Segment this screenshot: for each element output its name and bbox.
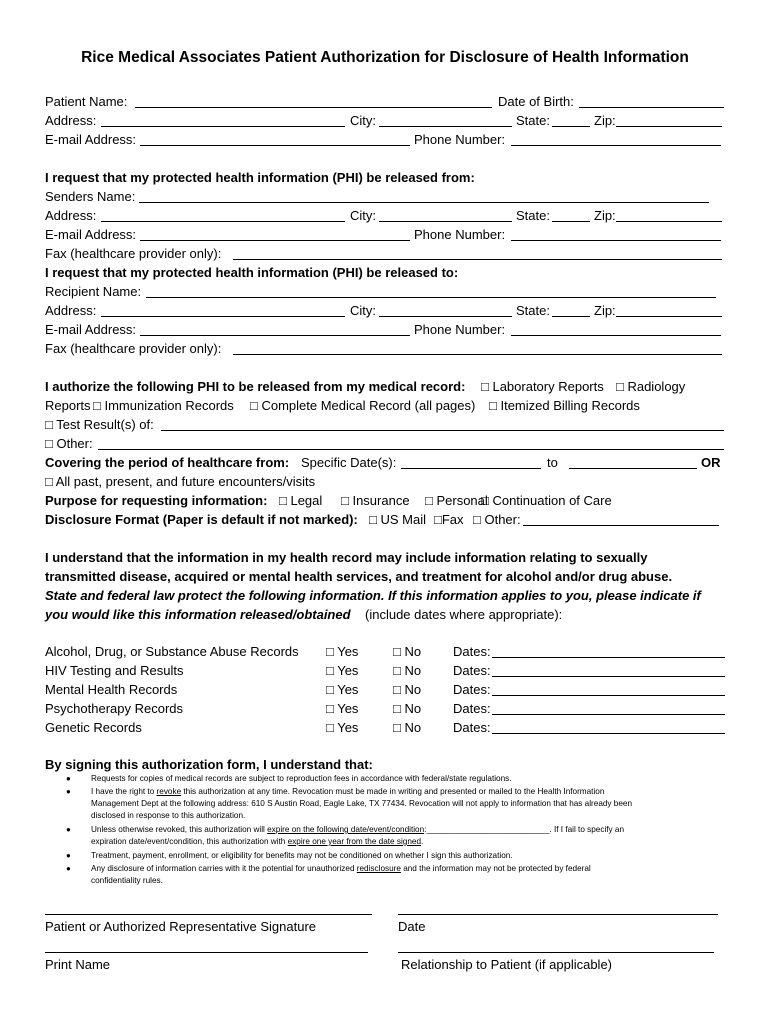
purpose-row [45,491,725,510]
state-field[interactable] [552,221,590,222]
redisclosure-line-2: confidentiality rules. [91,876,163,885]
zip-field[interactable] [616,126,722,127]
state-label: State: [516,303,550,318]
revoke-text-b: this authorization at any time. Revocation must be made in writing and presented or mailed to the Health Information [183,787,605,796]
dates-label: Dates: [453,701,491,716]
sensitive-label: HIV Testing and Results [45,663,184,678]
from-heading: I request that my protected health information (PHI) be released from: [45,170,475,185]
city-field[interactable] [379,221,512,222]
no-checkbox[interactable]: □ No [393,663,422,678]
fees-text: Requests for copies of medical records are subject to reproduction fees in accordance with federal/state regulations. [91,774,512,783]
form-title: Rice Medical Associates Patient Authorization for Disclosure of Health Information [81,49,689,66]
purpose-heading: Purpose for requesting information: [45,493,268,508]
signature-label: Patient or Authorized Representative Signature [45,919,317,934]
patient-name-field[interactable] [135,107,492,108]
sensitive-row [45,699,725,718]
redisclosure-line-1 [91,863,591,876]
sender-email-row [45,225,725,244]
address-field[interactable] [101,126,345,127]
fax-field[interactable] [233,259,722,260]
all-encounters-row [45,472,725,491]
yes-checkbox[interactable]: □ Yes [326,644,359,659]
no-checkbox[interactable]: □ No [393,682,422,697]
redisclosure-word: redisclosure [356,864,401,873]
patient-email-row [45,130,725,149]
sender-field[interactable] [139,202,709,203]
sensitive-label: Alcohol, Drug, or Substance Abuse Records [45,644,299,659]
sender-fax-row [45,244,725,263]
complete-record-checkbox[interactable]: □ Complete Medical Record (all pages) [250,398,476,413]
dates-label: Dates: [453,682,491,697]
continuation-checkbox[interactable]: □ Continuation of Care [481,493,612,508]
understand-line-4-tail: (include dates where appropriate): [365,607,563,622]
from-date-field[interactable] [401,468,541,469]
dates-field[interactable] [492,657,725,658]
bullet-icon: ● [66,825,71,834]
recipient-field[interactable] [146,297,716,298]
insurance-checkbox[interactable]: □ Insurance [341,493,410,508]
address-label: Address: [45,303,97,318]
treatment-text: Treatment, payment, enrollment, or eligibility for benefits may not be conditioned on whether I sign this authorization. [91,851,513,860]
print-name-label: Print Name [45,957,111,972]
dates-field[interactable] [492,714,725,715]
zip-label: Zip: [594,208,616,223]
yes-checkbox[interactable]: □ Yes [326,663,359,678]
phone-label: Phone Number: [414,322,506,337]
sensitive-label: Genetic Records [45,720,142,735]
dob-field[interactable] [579,107,724,108]
understand-line-2: transmitted disease, acquired or mental health services, and treatment for alcohol and/or drug abuse. [45,569,673,584]
bullet-icon: ● [66,774,71,783]
relationship-label: Relationship to Patient (if applicable) [401,957,613,972]
test-results-field[interactable] [161,430,724,431]
fax-label: Fax (healthcare provider only): [45,246,222,261]
understand-line-3: State and federal law protect the following information. If this information applies to you, please indicate if [45,588,701,603]
understand-line-4-emph: you would like this information released/obtained [45,607,351,622]
bullet-icon: ● [66,851,71,860]
patient-name-row [45,92,725,111]
expire-text-d: . [421,837,424,846]
city-label: City: [350,113,376,128]
yes-checkbox[interactable]: □ Yes [326,701,359,716]
dates-field[interactable] [492,695,725,696]
sender-row [45,187,725,206]
recipient-label: Recipient Name: [45,284,142,299]
signing-heading: By signing this authorization form, I understand that: [45,757,373,772]
records-heading: I authorize the following PHI to be released from my medical record: [45,379,466,394]
city-label: City: [350,208,376,223]
yes-checkbox[interactable]: □ Yes [326,682,359,697]
radiology-continued: Reports [45,398,91,413]
expire-text-b: :___________________________. If I fail to specify an [424,825,625,834]
phone-field[interactable] [511,335,721,336]
sensitive-row [45,718,725,737]
state-label: State: [516,208,550,223]
phone-field[interactable] [511,145,721,146]
state-field[interactable] [552,316,590,317]
email-label: E-mail Address: [45,132,137,147]
date-label: Date [398,919,426,934]
city-label: City: [350,303,376,318]
city-field[interactable] [379,126,512,127]
phone-label: Phone Number: [414,227,506,242]
city-field[interactable] [379,316,512,317]
address-label: Address: [45,208,97,223]
dates-label: Dates: [453,644,491,659]
no-checkbox[interactable]: □ No [393,644,422,659]
billing-checkbox[interactable]: □ Itemized Billing Records [489,398,640,413]
dates-label: Dates: [453,720,491,735]
dates-label: Dates: [453,663,491,678]
test-results-checkbox[interactable]: □ Test Result(s) of: [45,417,154,432]
address-label: Address: [45,113,97,128]
zip-label: Zip: [594,113,616,128]
recipient-fax-row [45,339,725,358]
sensitive-row [45,642,725,661]
expire-text-a: Unless otherwise revoked, this authorization will [91,825,265,834]
immunization-checkbox[interactable]: □ Immunization Records [93,398,234,413]
expire-one-year: expire one year from the date signed [287,837,421,846]
phone-label: Phone Number: [414,132,506,147]
sender-address-row [45,206,725,225]
sensitive-row [45,680,725,699]
expire-text-c: expiration date/event/condition, this authorization with [91,837,286,846]
period-row [45,453,725,472]
sender-label: Senders Name: [45,189,136,204]
signature-line[interactable] [45,914,372,915]
revoke-word: revoke [156,787,182,796]
recipient-address-row [45,301,725,320]
recipient-email-row [45,320,725,339]
expire-condition: expire on the following date/event/condition [267,825,425,834]
expire-line-2 [91,836,423,849]
patient-address-row [45,111,725,130]
or-label: OR [701,455,721,470]
email-field[interactable] [140,335,410,336]
yes-checkbox[interactable]: □ Yes [326,720,359,735]
to-heading: I request that my protected health information (PHI) be released to: [45,265,459,280]
legal-checkbox[interactable]: □ Legal [279,493,323,508]
personal-checkbox[interactable]: □ Personal [425,493,488,508]
revoke-line-1 [91,786,604,799]
dob-label: Date of Birth: [498,94,574,109]
bullet-icon: ● [66,787,71,796]
test-results-row [45,415,725,434]
format-row [45,510,725,529]
understand-line-4 [45,605,725,624]
understand-line-1: I understand that the information in my health record may include information relating to sexually [45,550,648,565]
dates-field[interactable] [492,676,725,677]
print-name-line[interactable] [45,952,368,953]
other-records-checkbox[interactable]: □ Other: [45,436,93,451]
phone-field[interactable] [511,240,721,241]
no-checkbox[interactable]: □ No [393,720,422,735]
state-label: State: [516,113,550,128]
fax-label: Fax (healthcare provider only): [45,341,222,356]
recipient-row [45,282,725,301]
revoke-line-3: disclosed in response to this authorization. [91,811,246,820]
expire-line-1 [91,824,624,837]
other-records-row [45,434,725,453]
period-heading: Covering the period of healthcare from: [45,455,290,470]
radiology-checkbox[interactable]: □ Radiology [616,379,686,394]
revoke-text-a: I have the right to [91,787,155,796]
email-label: E-mail Address: [45,227,137,242]
address-field[interactable] [101,316,345,317]
email-field[interactable] [140,145,410,146]
records-row-1 [45,377,725,396]
to-label: to [547,455,558,470]
zip-label: Zip: [594,303,616,318]
records-row-2 [45,396,725,415]
specific-dates-label: Specific Date(s): [301,455,397,470]
zip-field[interactable] [616,221,722,222]
sensitive-row [45,661,725,680]
email-field[interactable] [140,240,410,241]
date-line[interactable] [398,914,718,915]
format-heading: Disclosure Format (Paper is default if not marked): [45,512,358,527]
no-checkbox[interactable]: □ No [393,701,422,716]
fax-field[interactable] [233,354,722,355]
dates-field[interactable] [492,733,725,734]
patient-name-label: Patient Name: [45,94,128,109]
address-field[interactable] [101,221,345,222]
to-date-field[interactable] [569,468,697,469]
other-format-field[interactable] [523,525,719,526]
zip-field[interactable] [616,316,722,317]
other-records-field[interactable] [98,449,724,450]
all-encounters-checkbox[interactable]: □ All past, present, and future encounters/visits [45,474,316,489]
redisclosure-text-a: Any disclosure of information carries with it the potential for unauthorized [91,864,355,873]
bullet-icon: ● [66,864,71,873]
sensitive-label: Mental Health Records [45,682,178,697]
email-label: E-mail Address: [45,322,137,337]
lab-checkbox[interactable]: □ Laboratory Reports [481,379,604,394]
redisclosure-text-b: and the information may not be protected by federal [403,864,591,873]
sensitive-label: Psychotherapy Records [45,701,184,716]
fax-checkbox[interactable]: □Fax [434,512,464,527]
other-format-checkbox[interactable]: □ Other: [473,512,521,527]
relationship-line[interactable] [398,952,714,953]
state-field[interactable] [552,126,590,127]
us-mail-checkbox[interactable]: □ US Mail [369,512,426,527]
revoke-line-2: Management Dept at the following address: 610 S Austin Road, Eagle Lake, TX 77434. Revocation will not apply to information that has already been [91,799,633,808]
